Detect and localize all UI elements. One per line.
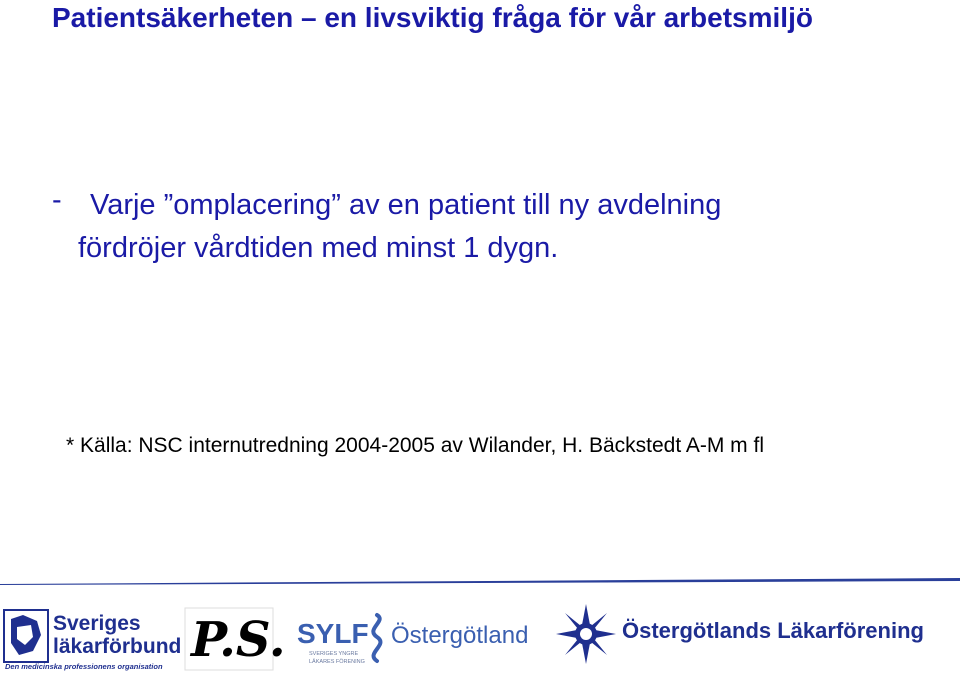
staff-icon bbox=[373, 615, 380, 661]
bullet-text bbox=[78, 184, 870, 270]
sylf-sub-2: LÄKARES FÖRENING bbox=[309, 659, 365, 665]
bullet-line-1: Varje ”omplacering” av en patient till ny avdelning bbox=[90, 189, 722, 221]
slf-logo bbox=[3, 607, 182, 671]
source-note: * Källa: NSC internutredning 2004-2005 av Wilander, H. Bäckstedt A-M m fl bbox=[66, 434, 765, 457]
ostergotland-name: Östergötlands Läkarförening bbox=[622, 618, 924, 643]
sylf-abbr: SYLF bbox=[297, 618, 369, 649]
bullet-line-2: fördröjer vårdtiden med minst 1 dygn. bbox=[78, 232, 559, 264]
slf-name-line1: Sveriges bbox=[53, 612, 141, 635]
slide-title: Patientsäkerheten – en livsviktig fråga för vår arbetsmiljö bbox=[52, 2, 813, 33]
slf-name-line2: läkarförbund bbox=[53, 635, 182, 658]
sylf-sub-1: SVERIGES YNGRE bbox=[309, 651, 359, 657]
footer-rule bbox=[0, 578, 960, 585]
bullet-marker: - bbox=[52, 184, 62, 216]
ps-logo-text: P.S. bbox=[191, 612, 286, 668]
slf-tagline: Den medicinska professionens organisation bbox=[5, 662, 163, 671]
star-emblem-icon bbox=[555, 603, 617, 665]
sylf-logo bbox=[295, 607, 550, 671]
ps-logo bbox=[185, 608, 286, 670]
sylf-region: Östergötland bbox=[391, 622, 529, 649]
